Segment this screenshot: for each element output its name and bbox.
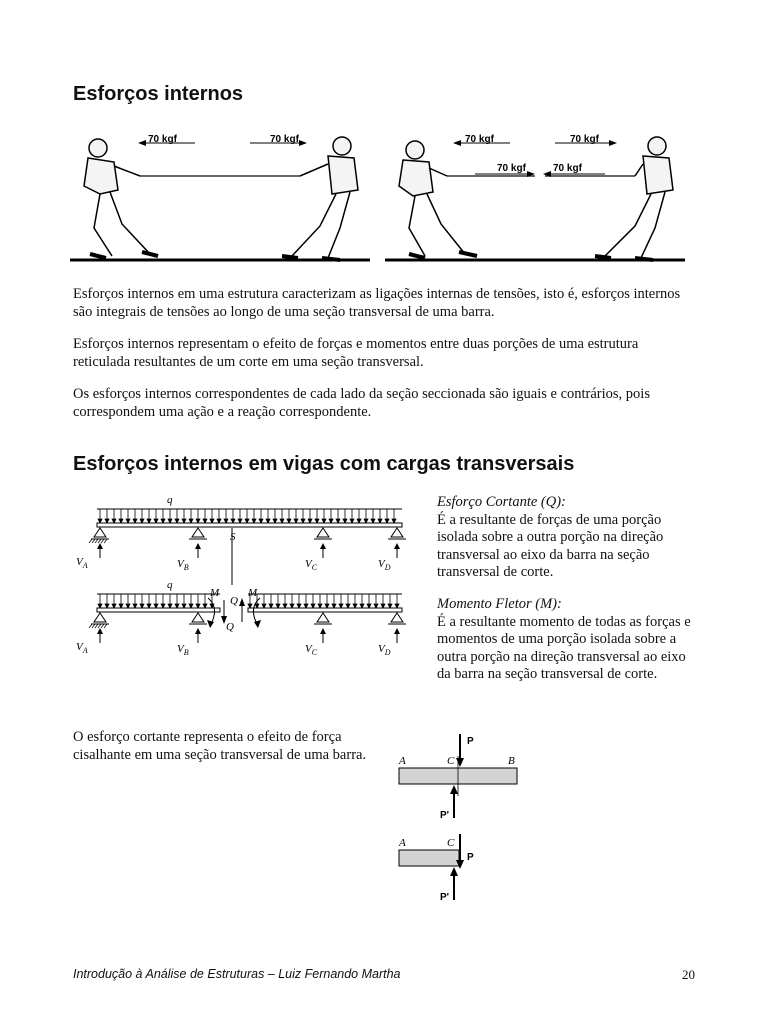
load-arrow-head [119,519,123,523]
force-label-top-left: 70 kgf [465,134,494,145]
force-label-right: 70 kgf [270,134,299,145]
load-arrow-head [147,519,151,523]
supports [89,528,406,558]
page-number: 20 [682,967,695,982]
load-arrow-head [332,604,336,608]
person-right-icon [595,137,673,260]
load-arrow-head [203,604,207,608]
section-title-beams: Esforços internos em vigas com cargas transversais [73,453,575,475]
A-support-hatch [104,539,107,543]
A-support-hatch [101,539,104,543]
svg-text:VB: $V_B$ [177,558,189,572]
load-arrow-head [105,519,109,523]
load-arrow-head [140,519,144,523]
load-arrow-head [119,604,123,608]
A-cut-support-icon [94,613,106,622]
beam-diagram [70,490,415,665]
load-arrow-head [388,604,392,608]
svg-text:VA: $V_A$ [76,556,88,570]
shear-figure [390,726,530,906]
supports-cut [89,613,406,643]
load-arrow-head [262,604,266,608]
load-arrow-head [294,519,298,523]
load-arrow-head [301,519,305,523]
A-support-hatch [95,539,98,543]
A-cut-support-hatch [101,624,104,628]
load-arrow-head [367,604,371,608]
D-cut-support-icon [391,613,403,622]
load-arrow-head [329,519,333,523]
paragraph-2: Esforços internos representam o efeito de forças e momentos entre duas porções de uma estrutura reticulada resultantes de um corte em uma seção transversal. [73,336,639,370]
load-label-q-cut: q [167,579,173,591]
force-label-mid-right: 70 kgf [553,163,582,174]
A-support-icon [94,528,106,537]
load-arrow-head [357,519,361,523]
force-Pp-label-cut: P' [440,892,450,903]
shear-explanation: O esforço cortante representa o efeito de força cisalhante em uma seção transversal de uma barra. [73,729,367,763]
moment-label-right: M [248,587,258,599]
load-arrow-head [318,604,322,608]
point-C: C [447,755,455,767]
load-arrow-head [105,604,109,608]
load-arrow-head [252,519,256,523]
A-support-hatch [98,539,101,543]
footer-reference: Introdução à Análise de Estruturas – Luiz Fernando Martha [73,967,401,981]
load-arrow-head [210,519,214,523]
load-arrow-head [283,604,287,608]
load-label-q: q [167,494,173,506]
beam-right-part [248,608,402,612]
load-arrow-head [378,519,382,523]
load-arrow-head [290,604,294,608]
point-B: B [508,755,515,767]
person-left-icon [399,141,477,258]
load-arrow-head [269,604,273,608]
svg-text:VA: $V_A$ [76,641,88,655]
load-arrow-head [140,604,144,608]
shear-label-top: Q [230,595,238,607]
tug-of-war-figure-left [70,128,370,268]
load-arrow-head [182,519,186,523]
reaction-VB: V [177,558,184,570]
load-arrow-head [203,519,207,523]
load-arrow-head [287,519,291,523]
D-cut-reaction-arrow-head [394,628,400,634]
load-arrow-head [304,604,308,608]
section-title-internal-forces: Esforços internos [73,83,244,105]
load-arrow-head [350,519,354,523]
load-arrow-head [280,519,284,523]
B-reaction-arrow-head [195,543,201,549]
force-Pp-label: P' [440,810,450,821]
load-arrow-head [168,519,172,523]
A-support-hatch [92,539,95,543]
definition-shear [437,494,697,582]
C-cut-support-icon [317,613,329,622]
load-arrow-head [224,519,228,523]
load-arrow-head [133,604,137,608]
A-support-hatch [89,539,92,543]
moment-label-left: M [210,587,220,599]
load-arrow-head [364,519,368,523]
A-cut-support-hatch [98,624,101,628]
load-arrow-head [336,519,340,523]
load-arrow-head [168,604,172,608]
distributed-load-arrows [98,509,396,523]
beam-bar [97,523,402,527]
C-support-icon [317,528,329,537]
load-arrow-head [161,604,165,608]
shear-label-bottom: Q [226,621,234,633]
beam-cut [97,579,402,633]
beam-left-part [97,608,220,612]
A-reaction-arrow-head [97,543,103,549]
load-arrow-head [266,519,270,523]
load-arrow-head [126,519,130,523]
load-arrow-head [343,519,347,523]
B-support-icon [192,528,204,537]
point-C-cut: C [447,837,455,849]
reaction-VD-cut: V [378,643,385,655]
load-arrow-head [308,519,312,523]
svg-text:VC: $V_C$ [305,558,318,572]
load-arrow-head [196,519,200,523]
section-label-S: S [230,531,236,543]
load-arrow-head [98,604,102,608]
load-arrow-head [276,604,280,608]
A-cut-support-hatch [95,624,98,628]
load-arrow-head [126,604,130,608]
load-arrow-head [217,519,221,523]
load-arrow-head [315,519,319,523]
load-arrow-head [339,604,343,608]
load-arrow-head [133,519,137,523]
load-arrow-head [175,519,179,523]
load-arrow-head [392,519,396,523]
beam-full [97,494,402,527]
load-arrow-head [322,519,326,523]
paragraph-1: Esforços internos em uma estrutura caracterizam as ligações internas de tensões, isto é, esforços internos são integrais de tensões ao longo de uma seção transversal de uma barra. [73,286,681,320]
load-arrow-head [245,519,249,523]
force-label-top-right: 70 kgf [570,134,599,145]
load-arrow-head [112,604,116,608]
load-arrow-head [231,519,235,523]
point-A: A [399,755,406,767]
load-arrow-head [374,604,378,608]
load-arrow-head [196,604,200,608]
B-cut-reaction-arrow-head [195,628,201,634]
B-cut-support-icon [192,613,204,622]
definition-moment-head: Momento Fletor (M): [437,596,562,612]
C-cut-reaction-arrow-head [320,628,326,634]
tug-of-war-figure-right [385,128,685,268]
person-right-icon [282,137,358,260]
load-arrow-head [255,604,259,608]
definition-shear-body: É a resultante de forças de uma porção isolada sobre a outra porção na direção transversal ao eixo da barra na seção transversal de corte. [437,511,664,580]
reaction-VB-cut: V [177,643,184,655]
load-arrow-head [154,604,158,608]
A-cut-support-hatch [104,624,107,628]
load-arrow-head [189,604,193,608]
definition-shear-head: Esforço Cortante (Q): [437,494,566,510]
load-arrow-head [147,604,151,608]
load-arrow-head [395,604,399,608]
svg-text:VD: $V_D$ [378,643,391,657]
force-label-mid-left: 70 kgf [497,163,526,174]
A-cut-reaction-arrow-head [97,628,103,634]
load-arrow-head [311,604,315,608]
load-arrow-head [325,604,329,608]
reaction-labels-bottom [76,641,391,657]
A-cut-support-hatch [89,624,92,628]
load-arrow-head [175,604,179,608]
svg-text:VC: $V_C$ [305,643,318,657]
reaction-VD: V [378,558,385,570]
load-arrow-head [98,519,102,523]
load-arrow-head [353,604,357,608]
load-arrow-head [112,519,116,523]
reaction-labels-top [76,556,391,572]
force-P-label-cut: P [467,852,474,863]
load-arrow-head [259,519,263,523]
load-arrow-head [238,519,242,523]
reaction-VA: V [76,556,83,568]
paragraph-3: Os esforços internos correspondentes de cada lado da seção seccionada são iguais e contrários, pois correspondem uma ação e a reação correspondente. [73,386,650,420]
load-arrow-head [154,519,158,523]
load-arrow-head [381,604,385,608]
load-arrow-head [346,604,350,608]
reaction-VA-cut: V [76,641,83,653]
D-reaction-arrow-head [394,543,400,549]
force-P-label: P [467,736,474,747]
point-A-cut: A [399,837,406,849]
C-reaction-arrow-head [320,543,326,549]
person-left-icon [84,139,158,258]
A-cut-support-hatch [92,624,95,628]
definition-moment-body: É a resultante momento de todas as forças e momentos de uma porção isolada sobre a outra porção na direção transversal ao eixo da barra na seção transversal de corte. [437,613,691,682]
D-support-icon [391,528,403,537]
load-arrow-head [273,519,277,523]
definition-moment [437,596,697,684]
load-arrow-head [371,519,375,523]
reaction-VC-cut: V [305,643,312,655]
load-arrow-head [360,604,364,608]
load-arrow-head [161,519,165,523]
load-arrow-head [385,519,389,523]
reaction-VC: V [305,558,312,570]
load-arrow-head [297,604,301,608]
load-arrow-head [182,604,186,608]
load-arrow-head [248,604,252,608]
svg-text:VD: $V_D$ [378,558,391,572]
load-arrow-head [189,519,193,523]
svg-text:VB: $V_B$ [177,643,189,657]
force-label-left: 70 kgf [148,134,177,145]
bar-cut [399,850,459,866]
